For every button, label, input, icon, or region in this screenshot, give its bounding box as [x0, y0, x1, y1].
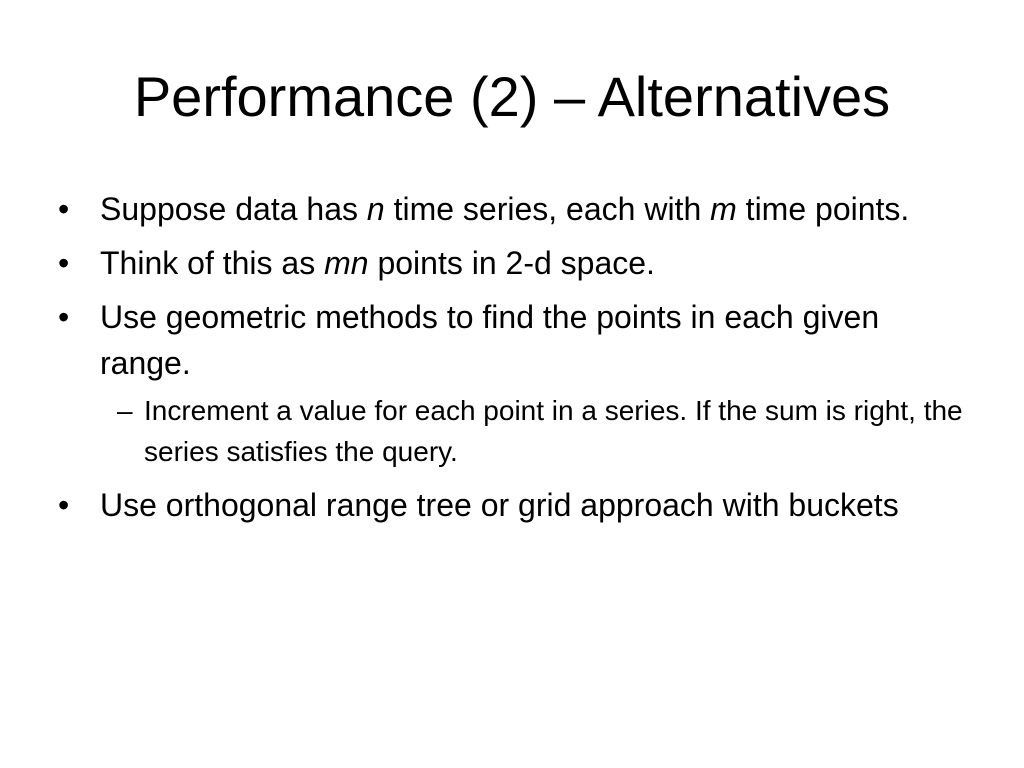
bullet-1-text-a: Suppose data has: [100, 191, 367, 227]
bullet-1-text-c: time points.: [736, 191, 910, 227]
sub-bullet-dash: –: [117, 395, 133, 426]
bullet-1-var-n: n: [366, 191, 385, 227]
bullet-list: [58, 186, 968, 536]
bullet-4-text: Use orthogonal range tree or grid approach with buckets: [100, 487, 899, 523]
bullet-glyph: •: [58, 245, 70, 281]
bullet-1-var-m: m: [710, 191, 737, 227]
bullet-item-3: [58, 294, 968, 472]
sub-bullet-text: Increment a value for each point in a series. If the sum is right, the series satisfies the query.: [144, 395, 963, 467]
bullet-2-text-b: points in 2-d space.: [368, 245, 655, 281]
bullet-2-var-mn: mn: [324, 245, 369, 281]
bullet-glyph: •: [58, 191, 70, 227]
bullet-item-4: [58, 482, 968, 528]
sub-bullet-item: [100, 390, 968, 472]
slide-title: Performance (2) – Alternatives: [133, 65, 891, 128]
bullet-3-text: Use geometric methods to find the points in each given range.: [100, 299, 880, 381]
bullet-2-text-a: Think of this as: [100, 245, 325, 281]
bullet-item-1: [58, 186, 968, 232]
bullet-glyph: •: [58, 299, 70, 335]
bullet-item-2: [58, 240, 968, 286]
bullet-glyph: •: [58, 487, 70, 523]
bullet-1-text-b: time series, each with: [384, 191, 711, 227]
